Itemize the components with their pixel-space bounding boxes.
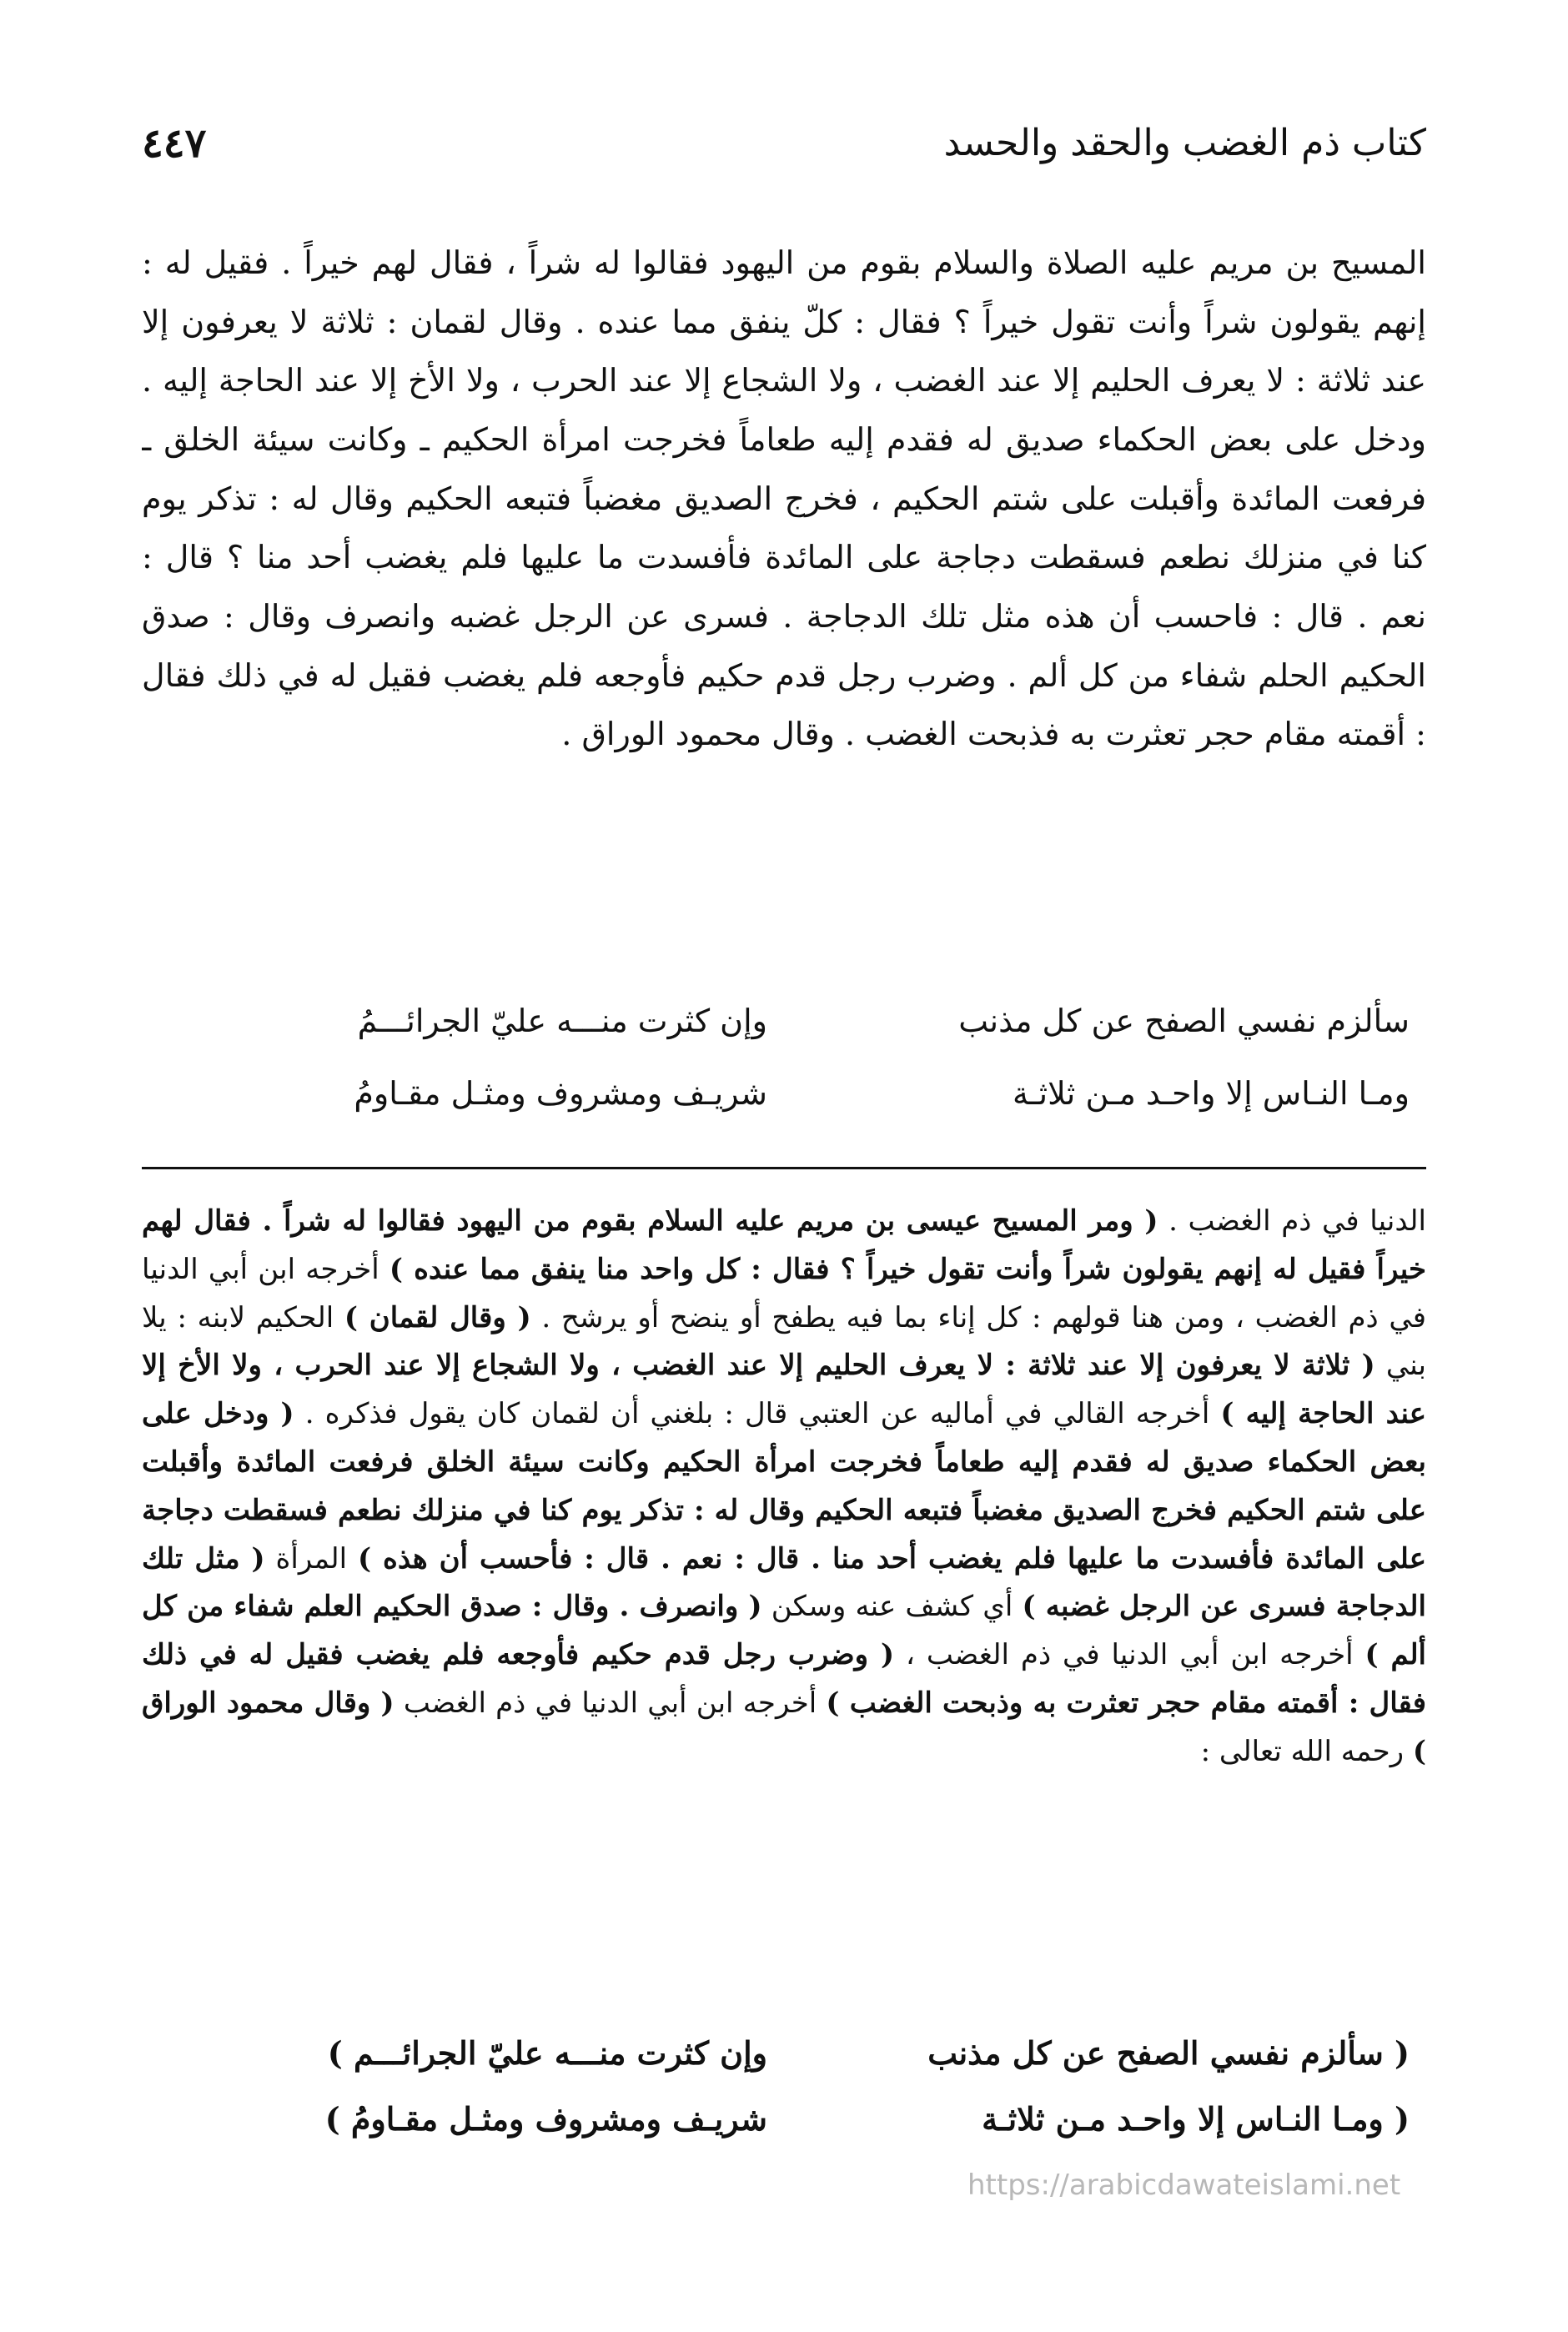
footnote-segment: أخرجه القالي في أماليه عن العتبي قال : بلغني أن لقمان كان يقول فذكره . xyxy=(294,1397,1221,1431)
page-header xyxy=(142,117,1426,177)
footnote-quote: ( ودخل على بعض الحكماء صديق له فقدم إليه طعاماً فخرجت امرأة الحكيم وكانت سيئة الخلق فرفعت المائدة وأقبلت على شتم الحكيم فخرج الصديق مغضباً فتبعه الحكيم وقال له : تذكر يوم كنا في منزلك نطعم فسقطت دجاجة على المائدة فأفسدت ما عليها فلم يغضب أحد منا . قال : نعم . قال : فأحسب أن هذه ) xyxy=(142,1397,1426,1576)
poem-verse-1-second-half: وإن كثرت منـــه عليّ الجرائـــمُ xyxy=(357,1003,767,1039)
footnote-poem-verse-2-second-half: شريـف ومشروف ومثـل مقـاومُ ) xyxy=(324,2100,767,2138)
footnote-quote: ( وقال لقمان ) xyxy=(344,1300,531,1334)
footnote-quote: ( ومر المسيح عيسى بن مريم عليه السلام بقوم من اليهود فقالوا له شراً . فقال لهم خيراً فقيل له إنهم يقولون شراً وأنت تقول خيراً ؟ فقال : كل واحد منا ينفق مما عنده ) xyxy=(142,1204,1426,1286)
poem-verse-2-second-half: شريـف ومشروف ومثـل مقـاومُ xyxy=(354,1075,767,1112)
footnote-quote: ( وضرب رجل قدم حكيم فأوجعه فلم يغضب فقيل له في ذلك فقال : أقمته مقام حجر تعثرت به وذبحت الغضب ) xyxy=(142,1638,1426,1720)
footnote-segment: الحكيم لابنه : يلا بني xyxy=(142,1300,1426,1383)
footnote-segment: المرأة xyxy=(264,1541,358,1576)
footnote-segment: الدنيا في ذم الغضب . xyxy=(1158,1204,1426,1238)
footnote-poem-verse-1 xyxy=(183,2030,1410,2077)
poem-verse-2-first-half: ومـا النـاس إلا واحـد مـن ثلاثـة xyxy=(1013,1075,1410,1112)
footnote-segment: رحمه الله تعالى : xyxy=(1200,1734,1413,1768)
footnote-segment: أي كشف عنه وسكن xyxy=(761,1590,1023,1624)
page-number: ٤٤٧ xyxy=(142,120,207,167)
book-title-header: كتاب ذم الغضب والحقد والحسد xyxy=(943,122,1426,164)
poem-verse-2 xyxy=(183,1070,1410,1117)
poem-verse-1-first-half: سألزم نفسي الصفح عن كل مذنب xyxy=(958,1003,1410,1039)
footnote-quote: ( وانصرف . وقال : صدق الحكيم العلم شفاء من كل ألم ) xyxy=(142,1590,1426,1672)
footnote-poem-verse-1-second-half: وإن كثرت منـــه عليّ الجرائـــم ) xyxy=(327,2034,767,2072)
poem-verse-1 xyxy=(183,998,1410,1044)
footnote-commentary xyxy=(142,1198,1426,1998)
watermark-url: https://arabicdawateislami.net xyxy=(967,2169,1401,2202)
footnote-divider xyxy=(142,1167,1426,1169)
footnote-segment: أخرجه ابن أبي الدنيا في ذم الغضب xyxy=(394,1686,827,1720)
footnote-quote: ( مثل تلك الدجاجة فسرى عن الرجل غضبه ) xyxy=(142,1541,1426,1624)
footnote-quote: ( وقال محمود الوراق ) xyxy=(142,1686,1426,1768)
footnote-poem-verse-1-first-half: ( سألزم نفسي الصفح عن كل مذنب xyxy=(927,2034,1410,2072)
main-paragraph: المسيح بن مريم عليه الصلاة والسلام بقوم من اليهود فقالوا له شراً ، فقال لهم خيراً . فقيل له : إنهم يقولون شراً وأنت تقول خيراً ؟ فقال : كلّ ينفق مما عنده . وقال لقمان : ثلاثة لا يعرفون إلا عند ثلاثة : لا يعرف الحليم إلا عند الغضب ، ولا الشجاع إلا عند الحرب ، ولا الأخ إلا عند الحاجة إليه . ودخل على بعض الحكماء صديق له فقدم إليه طعاماً فخرجت امرأة الحكيم ـ وكانت سيئة الخلق ـ فرفعت المائدة وأقبلت على شتم الحكيم ، فخرج الصديق مغضباً فتبعه الحكيم وقال له : تذكر يوم كنا في منزلك نطعم فسقطت دجاجة على المائدة فأفسدت ما عليها فلم يغضب أحد منا ؟ قال : نعم . قال : فاحسب أن هذه مثل تلك الدجاجة . فسرى عن الرجل غضبه وانصرف وقال : صدق الحكيم الحلم شفاء من كل ألم . وضرب رجل قدم حكيم فأوجعه فلم يغضب فقيل له في ذلك فقال : أقمته مقام حجر تعثرت به فذبحت الغضب . وقال محمود الوراق . xyxy=(142,244,1426,753)
footnote-segment: أخرجه ابن أبي الدنيا في ذم الغضب ، xyxy=(894,1638,1365,1672)
footnote-segment: أخرجه ابن أبي الدنيا في ذم الغضب ، ومن هنا قولهم : كل إناء بما فيه يطفح أو ينضح أو يرشح . xyxy=(142,1252,1426,1334)
footnote-poem-verse-2-first-half: ( ومـا النـاس إلا واحـد مـن ثلاثـة xyxy=(982,2100,1410,2138)
footnote-poem-verse-2 xyxy=(183,2096,1410,2143)
footnote-quote: ( ثلاثة لا يعرفون إلا عند ثلاثة : لا يعرف الحليم إلا عند الغضب ، ولا الشجاع إلا عند الحرب ، ولا الأخ إلا عند الحاجة إليه ) xyxy=(142,1349,1426,1431)
